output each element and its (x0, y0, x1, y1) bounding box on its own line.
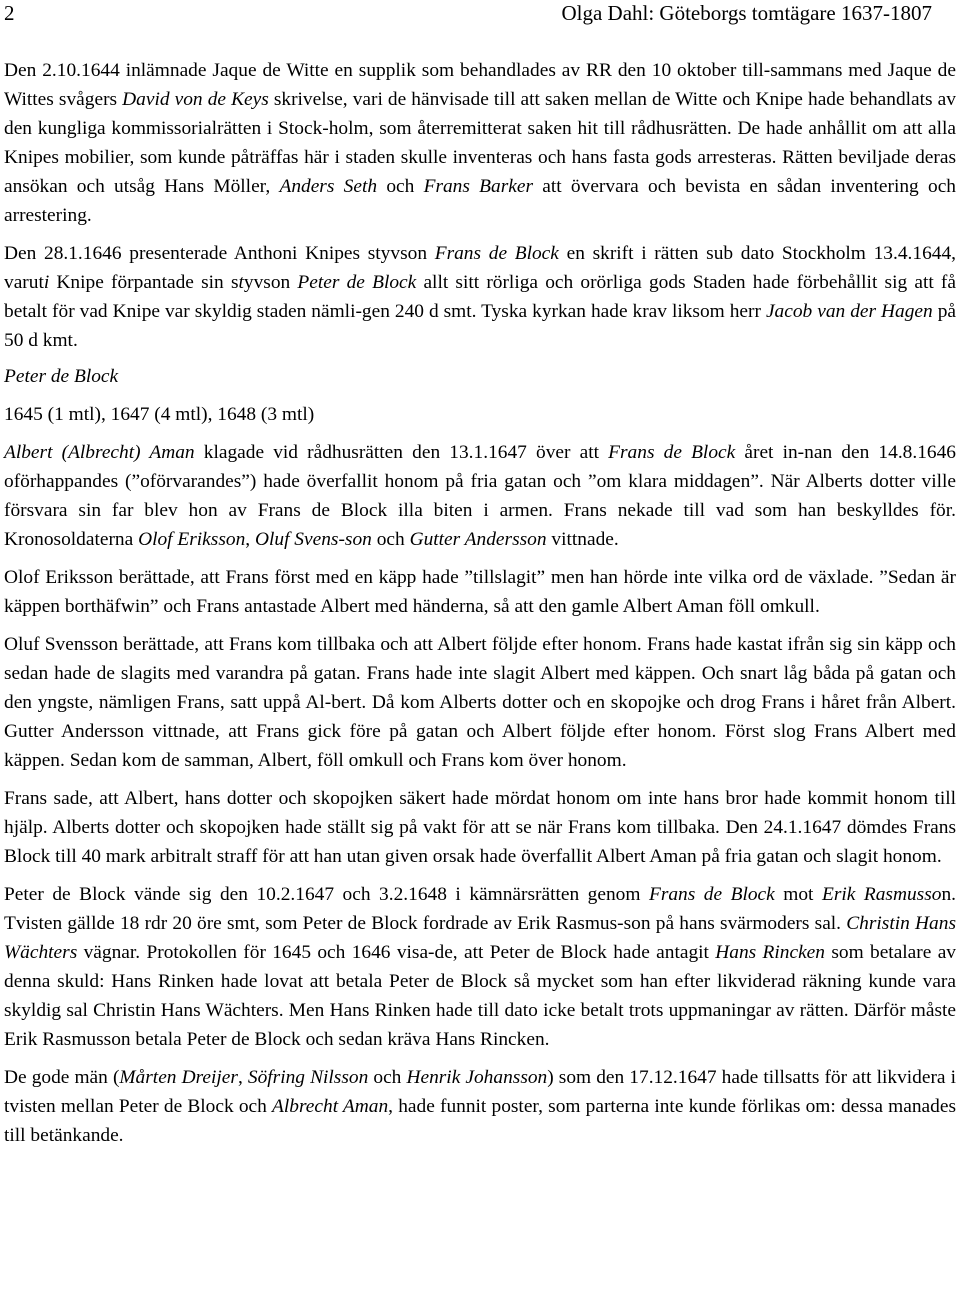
text-run: vägnar. Protokollen för 1645 och 1646 visa-de, att Peter de Block hade antagit (77, 942, 716, 963)
text-run: ) som den 17.12.1647 hade tillsatts för att likvidera i tvisten mellan Peter de Block och (4, 1067, 957, 1117)
italic-name: Frans Barker (423, 176, 534, 197)
italic-name: Söfring Nilsson (247, 1067, 369, 1088)
italic-name: Mårten Dreijer (119, 1067, 238, 1088)
text-run: året in-nan den 14.8.1646 oförhappandes (”oförvarandes”) hade överfallit honom på fria gatan och ”om klara middagen”. När Alberts dotter ville försvara sin far blev hon av Frans de Block illa biten i armen. Frans nekade till vad som han beskylldes för. Kronosoldaterna (4, 442, 956, 550)
italic-name: Albert (Albrecht) Aman (4, 442, 195, 463)
text-run: yvson (243, 272, 298, 293)
text-run: klagade vid rådhusrätten den 13.1.1647 över att (194, 442, 609, 463)
text-run: Peter de Block vände sig den 10.2.1647 och 3.2.1648 i kämnärsrätten genom (4, 884, 649, 905)
paragraph (4, 438, 956, 554)
italic-name: Olof Eriksson (138, 529, 246, 550)
italic-name: Erik Rasmusso (821, 884, 942, 905)
text-run: att övervara och bevista en sådan inventering och arrestering. (4, 176, 956, 226)
text-run: , hade funnit poster, som parterna inte kunde förlikas om: dessa manades till betänkande. (4, 1096, 956, 1146)
text-run: och (368, 1067, 407, 1088)
text-run: en skrift i rätten sub dato Stockholm 13.4.1644, varut (4, 243, 956, 293)
text-run: n. Tvisten gällde 18 rdr 20 öre smt, som Peter de Block fordrade av Erik Rasmus-son på hans svärmoders sal. (4, 884, 956, 934)
text-run: Frans sade, att Albert, hans dotter och skopojken säkert hade mördat honom om inte hans bror hade kommit honom till hjälp. Alberts dotter och skopojken hade ställt sig på vakt för att se när Frans kom tillbaka. Den 24.1.1647 dömdes Frans Block till 40 mark arbitralt straff för att han utan given orsak hade överfallit Albert Aman på fria gatan och slagit honom. (4, 788, 956, 867)
paragraph (4, 56, 956, 230)
italic-name: Frans de Block (648, 884, 775, 905)
text-run: allt sitt rörliga och orörliga gods Staden hade förbehållit sig att få betalt för vad Knipe var skyldig staden nämli-gen 240 d smt. Tyska kyrkan hade krav liksom herr (4, 272, 956, 322)
italic-name: Frans de Block (434, 243, 559, 264)
italic-name: Gutter Andersson (409, 529, 547, 550)
page-number: 2 (4, 1, 15, 25)
running-title: Olga Dahl: Göteborgs tomtägare 1637-1807 (561, 1, 932, 25)
text-run: och (371, 529, 410, 550)
italic-name: Hans Rincken (715, 942, 825, 963)
italic-name: Frans de Block (608, 442, 736, 463)
italic-name: David von de Keys (122, 89, 269, 110)
text-run: , (245, 529, 255, 550)
paragraph (4, 880, 956, 1054)
italic-name: i (43, 272, 50, 293)
text-run: och (377, 176, 424, 197)
paragraph (4, 1063, 956, 1150)
italic-name: Peter de Block (297, 272, 417, 293)
text-run: mot (774, 884, 822, 905)
paragraph (4, 239, 956, 355)
text-run: Den 28.1.1646 presenterade Anthoni Knipes styvson (4, 243, 435, 264)
italic-name: Peter de Block (4, 366, 119, 387)
text-run: som betalare av denna skuld: Hans Rinken hade lovat att betala Peter de Block så mycket som han efter likviderad räkning kunde vara skyldig sal Christin Hans Wächters. Men Hans Rinken hade till dato icke betalt trots uppmaningar av rätten. Därför måste Erik Rasmusson betala Peter de Block och sedan kräva Hans Rincken. (4, 942, 956, 1050)
text-run: på 50 d kmt. (4, 301, 956, 351)
italic-name: Henrik Johansson (406, 1067, 548, 1088)
paragraph (4, 563, 956, 621)
text-run: Oluf Svensson berättade, att Frans kom tillbaka och att Albert följde efter honom. Frans hade kastat ifrån sig sin käpp och sedan hade de slagits med varandra på gatan. Frans hade inte slagit Albert med käppen. Och snart låg båda på gatan och den yngste, nämligen Frans, satt uppå Al-bert. Då kom Alberts dotter och en skopojke och drog Frans i håret från Albert. Gutter Andersson vittnade, att Frans gick före på gatan och Albert följde efter honom. Först slog Frans Albert med käppen. Sedan kom de samman, Albert, föll omkull och Frans kom över honom. (4, 634, 956, 771)
italic-name: Oluf Svens-son (254, 529, 372, 550)
text-run: vittnade. (546, 529, 619, 550)
paragraph (4, 400, 956, 429)
text-run: , (237, 1067, 248, 1088)
italic-name: Anders Seth (279, 176, 378, 197)
text-run: De gode män ( (4, 1067, 120, 1088)
italic-name: Albrecht Aman (272, 1096, 389, 1117)
text-run: 1645 (1 mtl), 1647 (4 mtl), 1648 (3 mtl) (4, 404, 315, 425)
paragraph (4, 630, 956, 775)
document-body (4, 56, 956, 1157)
paragraph (4, 784, 956, 871)
page-header (4, 0, 956, 26)
paragraph (4, 362, 956, 391)
text-run: Olof Eriksson berättade, att Frans först med en käpp hade ”tillslagit” men han hörde inte vilka ord de växlade. ”Sedan är käppen borthäfwin” och Frans antastade Albert med händerna, så att den gamle Albert Aman föll omkull. (4, 567, 956, 617)
text-run: Den 2.10.1644 inlämnade Jaque de Witte en supplik som behandlades av RR den 10 oktober till-sammans med Jaque de Wittes svågers (4, 60, 956, 110)
text-run: skrivelse, vari de hänvisade till att saken mellan de Witte och Knipe hade behandlats av den kungliga kommissorialrätten i Stock-holm, som återremitterat saken hit till rådhusrätten. De hade anhållit om att alla Knipes mobilier, som kunde påträffas här i staden skulle inventeras och hans fasta gods arresteras. Rätten beviljade deras ansökan och utsåg Hans Möller, (4, 89, 956, 197)
italic-name: Christin Hans Wächters (4, 913, 956, 963)
italic-name: t (238, 272, 244, 293)
italic-name: Jacob van der Hagen (765, 301, 933, 322)
text-run: Knipe förpantade sin s (49, 272, 239, 293)
